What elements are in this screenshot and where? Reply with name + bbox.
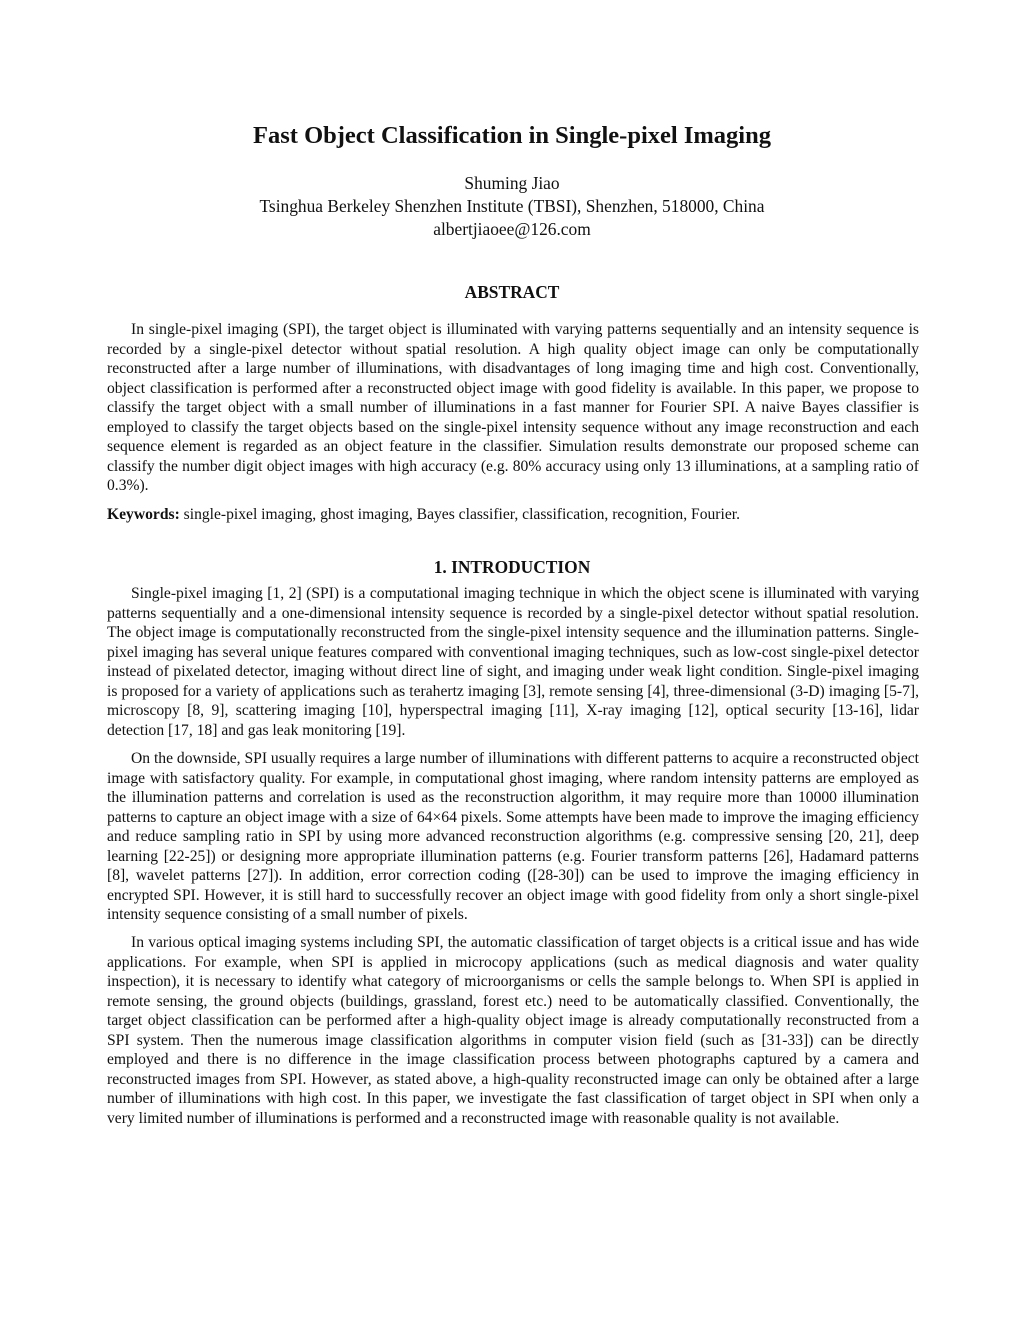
abstract-heading: ABSTRACT	[464, 282, 560, 302]
author-name: Shuming Jiao	[464, 173, 560, 193]
introduction-heading: 1. INTRODUCTION	[433, 557, 591, 577]
keywords-label: Keywords:	[107, 506, 180, 523]
author-affiliation: Tsinghua Berkeley Shenzhen Institute (TBSI), Shenzhen, 518000, China	[259, 196, 765, 216]
introduction-paragraph-1: Single-pixel imaging [1, 2] (SPI) is a computational imaging technique in which the object scene is illuminated with varying patterns sequentially and a one-dimensional intensity sequence is recorded by a single-pixel detector without spatial resolution. The object image is computationally reconstructed from the single-pixel intensity sequence and the illumination patterns. Single-pixel imaging has several unique features compared with conventional imaging techniques, such as low-cost single-pixel detector instead of pixelated detector, imaging without direct line of sight, and imaging under weak light condition. Single-pixel imaging is proposed for a variety of applications such as terahertz imaging [3], remote sensing [4], three-dimensional (3-D) imaging [5-7], microscopy [8, 9], scattering imaging [10], hyperspectral imaging [11], X-ray imaging [12], optical security [13-16], lidar detection [17, 18] and gas leak monitoring [19].	[107, 585, 919, 739]
author-email: albertjiaoee@126.com	[433, 219, 591, 239]
keywords	[107, 505, 919, 525]
keywords-text: single-pixel imaging, ghost imaging, Bayes classifier, classification, recognition, Fourier.	[179, 506, 740, 523]
introduction-paragraph-3: In various optical imaging systems including SPI, the automatic classification of target objects is a critical issue and has wide applications. For example, when SPI is applied in microcopy applications (such as medical diagnosis and water quality inspection), it is necessary to identify what category of microorganisms or cells the sample belongs to. When SPI is applied in remote sensing, the ground objects (buildings, grassland, forest etc.) need to be automatically classified. Conventionally, the target object classification can be performed after a high-quality object image is already computationally reconstructed from a SPI system. Then the numerous image classification algorithms in computer vision field (such as [31-33]) can be directly employed and there is no difference in the image classification process between photographs captured by a camera and reconstructed images from SPI. However, as stated above, a high-quality reconstructed image can only be obtained after a large number of illuminations with high cost. In this paper, we investigate the fast classification of target object in SPI when only a very limited number of illuminations is performed and a reconstructed image with reasonable quality is not available.	[107, 934, 919, 1127]
paper-title: Fast Object Classification in Single-pixel Imaging	[253, 122, 771, 149]
abstract-text: In single-pixel imaging (SPI), the target object is illuminated with varying patterns sequentially and an intensity sequence is recorded by a single-pixel detector without spatial resolution. A high quality object image can only be computationally reconstructed after a large number of illuminations, with disadvantages of long imaging time and high cost. Conventionally, object classification is performed after a reconstructed object image with good fidelity is available. In this paper, we propose to classify the target object with a small number of illuminations in a fast manner for Fourier SPI. A naive Bayes classifier is employed to classify the target objects based on the single-pixel intensity sequence without any image reconstruction and each sequence element is regarded as an object feature in the classifier. Simulation results demonstrate our proposed scheme can classify the number digit object images with high accuracy (e.g. 80% accuracy using only 13 illuminations, at a sampling ratio of 0.3%).	[107, 321, 919, 494]
introduction-paragraph-2: On the downside, SPI usually requires a large number of illuminations with different patterns to acquire a reconstructed object image with satisfactory quality. For example, in computational ghost imaging, where random intensity patterns are employed as the illumination patterns and correlation is used as the reconstruction algorithm, it may require more than 10000 illumination patterns to capture an object image with a size of 64×64 pixels. Some attempts have been made to improve the imaging efficiency and reduce sampling ratio in SPI by using more advanced reconstruction algorithms (e.g. compressive sensing [20, 21], deep learning [22-25]) or designing more appropriate illumination patterns (e.g. Fourier transform patterns [26], Hadamard patterns [8], wavelet patterns [27]). In addition, error correction coding ([28-30]) can be used to improve the imaging efficiency in encrypted SPI. However, it is still hard to successfully recover an object image with good fidelity from only a short single-pixel intensity sequence consisting of a small number of pixels.	[107, 750, 919, 923]
